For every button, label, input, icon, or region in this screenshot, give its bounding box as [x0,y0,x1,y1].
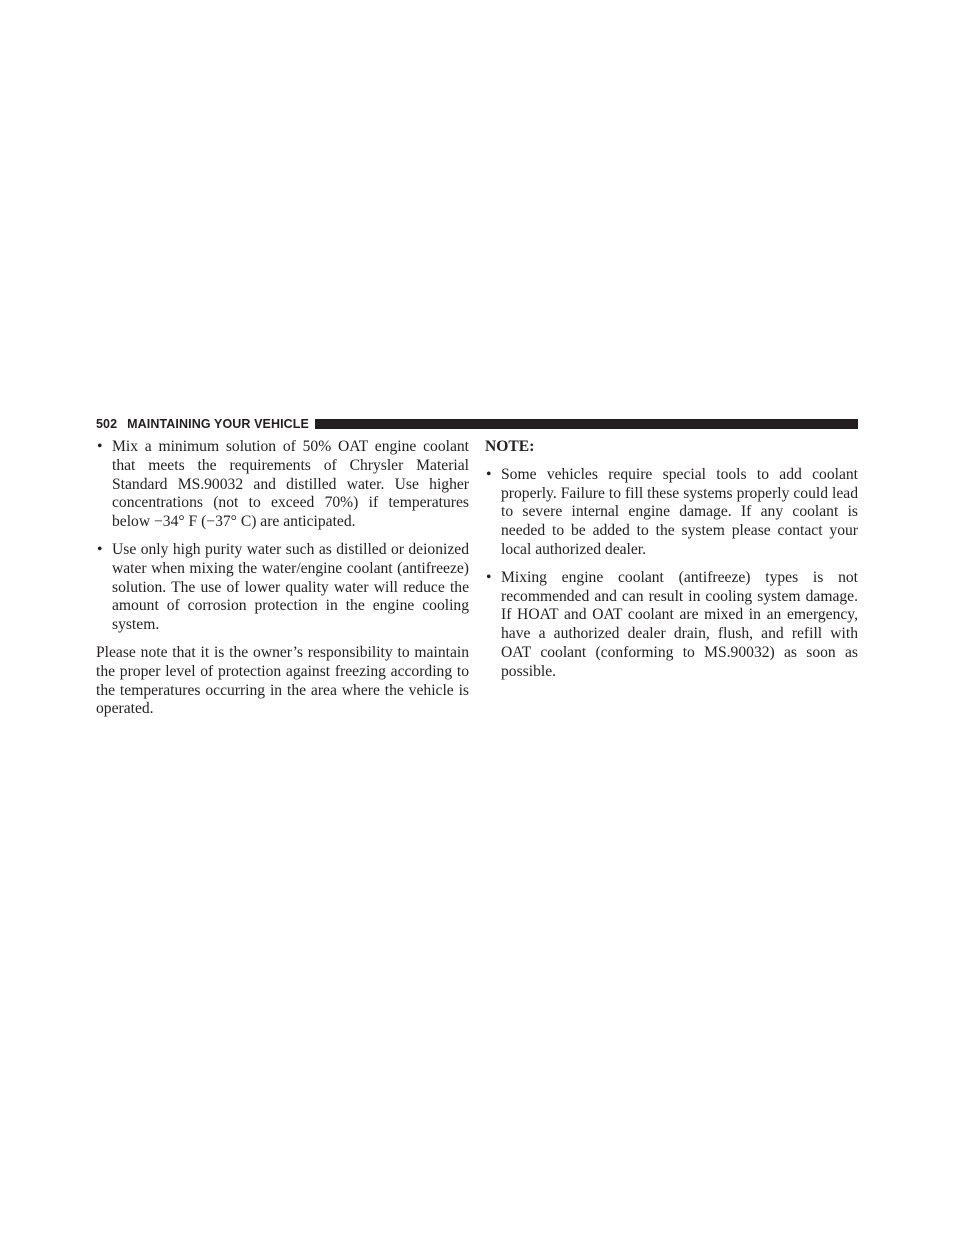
list-item [96,438,469,532]
bullet-icon: • [486,568,492,586]
left-bullet-list [96,438,469,635]
list-item [485,569,858,682]
bullet-text: Use only high purity water such as distilled or deionized water when mixing the water/engine coolant (antifreeze) solution. The use of lower quality water will reduce the amount of corrosion protection in the engine cooling system. [112,540,469,634]
note-bullet-list [485,466,858,682]
body-paragraph: Please note that it is the owner’s responsibility to maintain the proper level of protection against freezing according to the temperatures occurring in the area where the vehicle is operated. [96,643,469,718]
bullet-text: Some vehicles require special tools to add coolant properly. Failure to fill these systems properly could lead to severe internal engine damage. If any coolant is needed to be added to the system please contact your local authorized dealer. [501,465,858,558]
page-number: 502 [96,417,118,431]
bullet-text: Mixing engine coolant (antifreeze) types is not recommended and can result in cooling system damage. If HOAT and OAT coolant are mixed in an emergency, have a authorized dealer drain, flush, and refill with OAT coolant (conforming to MS.90032) as soon as possible. [501,568,858,680]
list-item [96,541,469,635]
left-column [96,438,469,719]
header-rule [315,419,858,429]
bullet-icon: • [97,540,103,558]
bullet-text: Mix a minimum solution of 50% OAT engine coolant that meets the requirements of Chrysler Material Standard MS.90032 and distilled water. Use higher concentrations (not to exceed 70%) if temperatures below −34° F (−37° C) are anticipated. [112,438,469,531]
page-header [96,416,858,432]
bullet-icon: • [486,465,492,483]
section-title: MAINTAINING YOUR VEHICLE [127,417,309,431]
right-column [485,438,858,691]
list-item [485,466,858,560]
note-heading: NOTE: [485,438,535,455]
bullet-icon: • [97,438,103,455]
